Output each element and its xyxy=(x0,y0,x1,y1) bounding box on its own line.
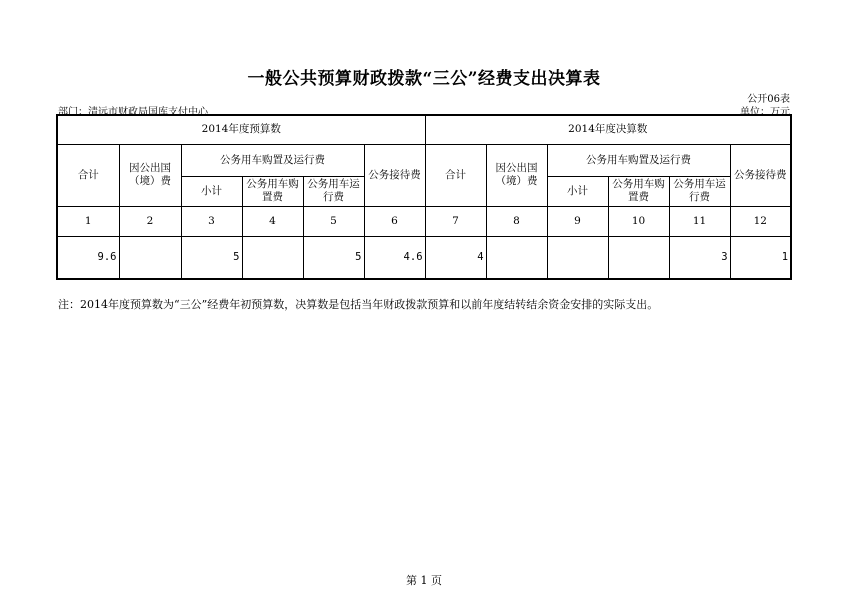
col-number: 10 xyxy=(608,206,669,236)
col-number: 4 xyxy=(242,206,303,236)
budget-total-value: 9.6 xyxy=(57,236,119,279)
budget-subtotal-value: 5 xyxy=(181,236,242,279)
budget-purchase-header: 公务用车购置费 xyxy=(242,176,303,206)
budget-operation-header: 公务用车运行费 xyxy=(303,176,364,206)
final-abroad-value xyxy=(486,236,547,279)
col-number: 2 xyxy=(119,206,181,236)
budget-operation-value: 5 xyxy=(303,236,364,279)
budget-total-header: 合计 xyxy=(57,144,119,206)
expenditure-table xyxy=(56,114,792,280)
col-number: 11 xyxy=(669,206,730,236)
col-number: 9 xyxy=(547,206,608,236)
budget-abroad-header: 因公出国（境）费 xyxy=(119,144,181,206)
col-number: 8 xyxy=(486,206,547,236)
final-purchase-value xyxy=(608,236,669,279)
unit-label: 单位：万元 xyxy=(740,107,790,118)
page-title: 一般公共预算财政拨款“三公”经费支出决算表 xyxy=(247,69,601,89)
final-vehicle-header: 公务用车购置及运行费 xyxy=(547,144,730,176)
budget-vehicle-header: 公务用车购置及运行费 xyxy=(181,144,364,176)
budget-reception-value: 4.6 xyxy=(364,236,425,279)
final-operation-header: 公务用车运行费 xyxy=(669,176,730,206)
col-number: 6 xyxy=(364,206,425,236)
final-group-header: 2014年度决算数 xyxy=(425,115,791,144)
budget-group-header: 2014年度预算数 xyxy=(57,115,425,144)
col-number: 1 xyxy=(57,206,119,236)
budget-reception-header: 公务接待费 xyxy=(364,144,425,206)
page-number: 第 1 页 xyxy=(406,574,442,587)
final-total-value: 4 xyxy=(425,236,486,279)
final-total-header: 合计 xyxy=(425,144,486,206)
final-abroad-header: 因公出国（境）费 xyxy=(486,144,547,206)
footnote: 注：2014年度预算数为“三公”经费年初预算数，决算数是包括当年财政拨款预算和以前年度结转结余资金安排的实际支出。 xyxy=(58,298,659,311)
budget-subtotal-header: 小计 xyxy=(181,176,242,206)
col-number: 7 xyxy=(425,206,486,236)
final-reception-header: 公务接待费 xyxy=(730,144,791,206)
col-number: 3 xyxy=(181,206,242,236)
final-subtotal-header: 小计 xyxy=(547,176,608,206)
department-label: 部门：清远市财政局国库支付中心 xyxy=(58,107,208,118)
form-number: 公开06表 xyxy=(747,94,790,105)
final-purchase-header: 公务用车购置费 xyxy=(608,176,669,206)
budget-purchase-value xyxy=(242,236,303,279)
final-subtotal-value xyxy=(547,236,608,279)
final-reception-value: 1 xyxy=(730,236,791,279)
budget-abroad-value xyxy=(119,236,181,279)
col-number: 5 xyxy=(303,206,364,236)
col-number: 12 xyxy=(730,206,791,236)
final-operation-value: 3 xyxy=(669,236,730,279)
